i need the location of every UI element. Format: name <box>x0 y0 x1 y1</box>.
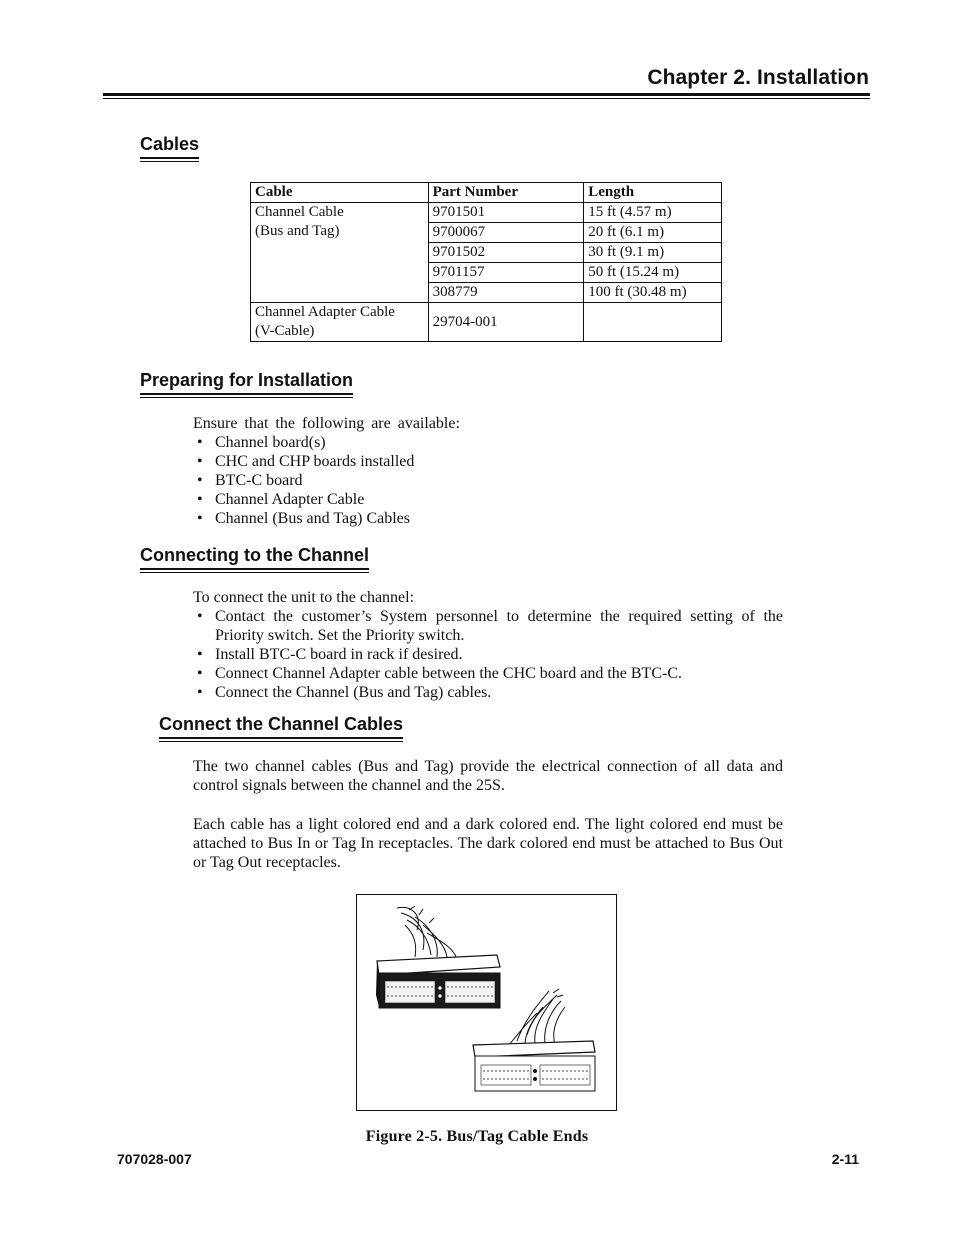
cell-part-number: 9700067 <box>428 223 584 243</box>
header-rule <box>103 93 870 96</box>
cell-part-number: 9701501 <box>428 203 584 223</box>
cell-part-number: 9701502 <box>428 243 584 263</box>
connecting-list <box>193 607 783 702</box>
cell-text: (V-Cable) <box>255 323 315 339</box>
cell-channel-cable <box>251 203 429 303</box>
cell-length: 100 ft (30.48 m) <box>584 283 722 303</box>
list-item: • Contact the customer’s System personnel to determine the required setting of the Priority switch. Set the Priority switch. <box>193 607 783 645</box>
preparing-intro: Ensure that the following are available: <box>193 415 460 432</box>
list-item: • BTC-C board <box>193 471 783 490</box>
connect-cables-body <box>193 757 783 872</box>
list-item: • Channel board(s) <box>193 433 783 452</box>
cell-length: 15 ft (4.57 m) <box>584 203 722 223</box>
list-item: • Install BTC-C board in rack if desired. <box>193 645 783 664</box>
section-heading-connect-cables: Connect the Channel Cables <box>159 714 403 739</box>
column-header-cable: Cable <box>251 183 429 203</box>
cell-adapter-cable <box>251 303 429 342</box>
section-heading-preparing: Preparing for Installation <box>140 370 353 395</box>
preparing-list <box>193 433 783 528</box>
chapter-title: Chapter 2. Installation <box>647 66 869 89</box>
dark-connector <box>376 906 500 1008</box>
connecting-body <box>193 588 783 702</box>
section-heading-connecting: Connecting to the Channel <box>140 545 369 570</box>
column-header-part-number: Part Number <box>428 183 584 203</box>
figure-caption: Figure 2-5. Bus/Tag Cable Ends <box>365 1128 589 1145</box>
document-number: 707028-007 <box>117 1151 192 1167</box>
table-row <box>251 303 722 342</box>
header-rule-thin <box>103 98 870 99</box>
cell-part-number: 29704-001 <box>428 303 584 342</box>
cell-text: (Bus and Tag) <box>255 223 340 239</box>
cable-ends-illustration <box>357 895 616 1110</box>
cell-length: 20 ft (6.1 m) <box>584 223 722 243</box>
figure-bus-tag-cable-ends <box>356 894 617 1111</box>
paragraph: The two channel cables (Bus and Tag) provide the electrical connection of all data and control signals between the channel and the 25S. <box>193 758 783 794</box>
list-item: • CHC and CHP boards installed <box>193 452 783 471</box>
cable-table <box>250 182 722 342</box>
cell-length: 50 ft (15.24 m) <box>584 263 722 283</box>
table-row <box>251 203 722 223</box>
section-heading-cables: Cables <box>140 134 199 159</box>
list-item: • Channel (Bus and Tag) Cables <box>193 509 783 528</box>
connecting-intro: To connect the unit to the channel: <box>193 589 415 606</box>
cell-part-number: 9701157 <box>428 263 584 283</box>
cell-text: Channel Cable <box>255 204 344 220</box>
list-item: • Connect Channel Adapter cable between the CHC board and the BTC-C. <box>193 664 783 683</box>
table-header-row <box>251 183 722 203</box>
page-number: 2-11 <box>831 1151 859 1167</box>
cell-length: 30 ft (9.1 m) <box>584 243 722 263</box>
list-item: • Connect the Channel (Bus and Tag) cables. <box>193 683 783 702</box>
cell-length <box>584 303 722 342</box>
list-item: • Channel Adapter Cable <box>193 490 783 509</box>
preparing-body <box>193 414 783 528</box>
cell-part-number: 308779 <box>428 283 584 303</box>
column-header-length: Length <box>584 183 722 203</box>
cell-text: Channel Adapter Cable <box>255 304 395 320</box>
paragraph: Each cable has a light colored end and a dark colored end. The light colored end must be attached to Bus In or Tag In receptacles. The dark colored end must be attached to Bus Out or Tag Out receptacles. <box>193 816 783 871</box>
